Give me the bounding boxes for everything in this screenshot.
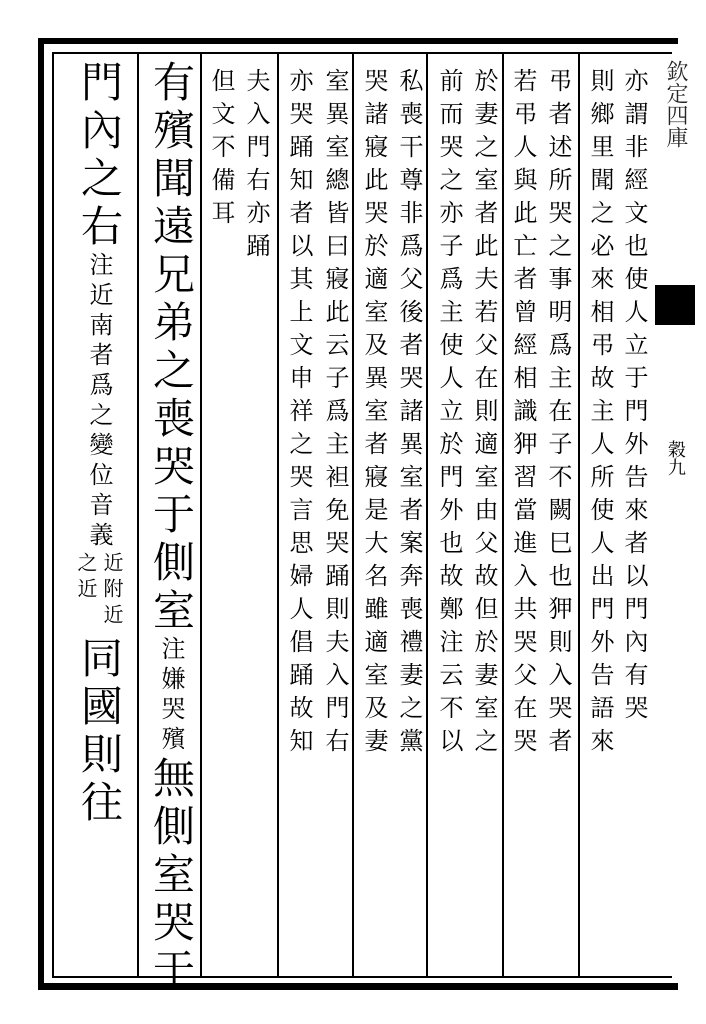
column-rule (137, 54, 139, 976)
main-text: 同國則往 (75, 636, 124, 828)
annotation-pair (75, 552, 123, 630)
annotation-text: 嫌哭殯 (157, 666, 185, 756)
annotation-text: 音義 (85, 492, 113, 552)
text-column: 前而哭之亦子爲主使人立於門外也故鄭注云不以 (435, 68, 463, 761)
column-rule (426, 54, 428, 976)
text-column: 但文不備耳 (207, 68, 235, 233)
text-column: 夫入門右亦踊 (242, 68, 270, 266)
text-column: 亦謂非經文也使人立于門外告來者以門內有哭 (620, 68, 648, 728)
text-column: 哭諸寢此哭於適室及異室者寢是大名雖適室及妻 (360, 68, 388, 761)
annotation-text: 近南者爲之變位 (85, 282, 113, 492)
main-text: 門內之右 (75, 60, 124, 252)
page-edge-header: 欽定四庫 (663, 60, 688, 148)
main-text: 有殯聞遠兄弟之喪哭于側室 (147, 60, 196, 636)
main-text: 無側室哭于 (147, 756, 196, 996)
main-text-column (144, 60, 198, 996)
annotation-text: 注 (157, 636, 185, 666)
text-column: 於妻之室者此夫若父在則適室由父故但於妻室之 (470, 68, 498, 761)
text-column: 室異室總皆曰寢此云子爲主袒免哭踊則夫入門右 (321, 68, 349, 761)
annotation-text: 注 (85, 252, 113, 282)
annotation-text: 之近 (74, 552, 98, 604)
column-rule (352, 54, 354, 976)
column-rule (502, 54, 504, 976)
annotation-pair (155, 636, 187, 666)
text-column: 弔者述所哭之事明爲主在子不闕巳也狎則入哭者 (544, 68, 572, 761)
page-edge-tab (655, 285, 695, 325)
text-column: 亦哭踊知者以其上文申祥之哭言思婦人倡踊故知 (285, 68, 313, 761)
column-rule (578, 54, 580, 976)
main-text-column (68, 60, 130, 970)
text-column: 私喪干尊非爲父後者哭諸異室者案奔喪禮妻之黨 (395, 68, 423, 761)
annotation-text: 近附近 (100, 552, 124, 630)
column-rule (277, 54, 279, 976)
text-column: 則鄉里聞之必來相弔故主人所使人出門外告語來 (586, 68, 614, 761)
margin-note: 穀九 (665, 440, 686, 476)
column-rule (200, 54, 202, 976)
text-column: 若弔人與此亡者曾經相識狎習當進入共哭父在哭 (509, 68, 537, 761)
